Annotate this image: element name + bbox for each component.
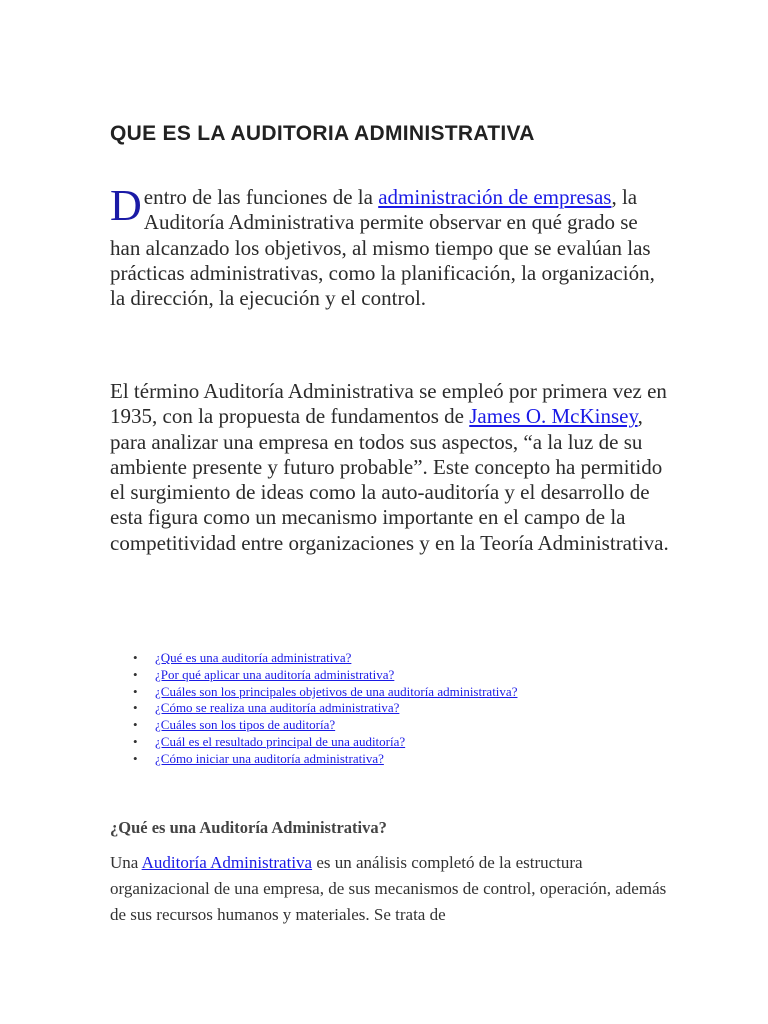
definition-text-start: Una	[110, 853, 142, 872]
toc-link-como-iniciar[interactable]: ¿Cómo iniciar una auditoría administrativa?	[155, 750, 384, 766]
page-title: QUE ES LA AUDITORIA ADMINISTRATIVA	[110, 122, 535, 145]
history-text-end: , para analizar una empresa en todos sus aspectos, “a la luz de su ambiente presente y futuro probable”. Este concepto ha permitido el surgimiento de ideas como la auto-auditoría y el desarrollo de esta figura como un mecanismo importante en el campo de la competitividad entre organizaciones y en la Teoría Administrativa.	[110, 404, 669, 555]
link-james-mckinsey[interactable]: James O. McKinsey	[469, 404, 638, 429]
intro-text-start: entro de las funciones de la	[143, 185, 379, 209]
toc-link-tipos[interactable]: ¿Cuáles son los tipos de auditoría?	[155, 717, 336, 733]
table-of-contents	[133, 650, 517, 768]
toc-item	[133, 684, 517, 701]
section-heading: ¿Qué es una Auditoría Administrativa?	[110, 818, 387, 837]
toc-link-que-es[interactable]: ¿Qué es una auditoría administrativa?	[155, 650, 352, 665]
toc-item	[133, 650, 517, 667]
toc-link-como-se-realiza[interactable]: ¿Cómo se realiza una auditoría administrativa?	[155, 700, 400, 716]
definition-paragraph	[110, 850, 670, 928]
history-text-start: El término Auditoría Administrativa se empleó por primera vez en 1935, con la propuesta de fundamentos de	[110, 379, 667, 429]
toc-item	[133, 667, 517, 684]
toc-link-por-que[interactable]: ¿Por qué aplicar una auditoría administrativa?	[155, 666, 395, 682]
drop-cap: D	[110, 181, 142, 230]
toc-item	[133, 717, 517, 734]
toc-item	[133, 734, 517, 751]
toc-item	[133, 700, 517, 717]
link-administracion-de-empresas[interactable]: administración de empresas	[378, 185, 612, 209]
toc-link-resultado[interactable]: ¿Cuál es el resultado principal de una auditoría?	[155, 733, 406, 749]
intro-text-end: , la Auditoría Administrativa permite observar en qué grado se han alcanzado los objetivos, al mismo tiempo que se evalúan las prácticas administrativas, como la planificación, la organización, la dirección, la ejecución y el control.	[110, 185, 655, 311]
history-paragraph	[110, 379, 670, 556]
link-auditoria-administrativa[interactable]: Auditoría Administrativa	[141, 853, 313, 872]
definition-text-end: es un análisis completó de la estructura organizacional de una empresa, de sus mecanismos de control, operación, además de sus recursos humanos y materiales. Se trata de	[110, 853, 667, 924]
toc-link-objetivos[interactable]: ¿Cuáles son los principales objetivos de una auditoría administrativa?	[155, 683, 518, 699]
toc-item	[133, 751, 517, 768]
intro-paragraph	[110, 181, 670, 311]
